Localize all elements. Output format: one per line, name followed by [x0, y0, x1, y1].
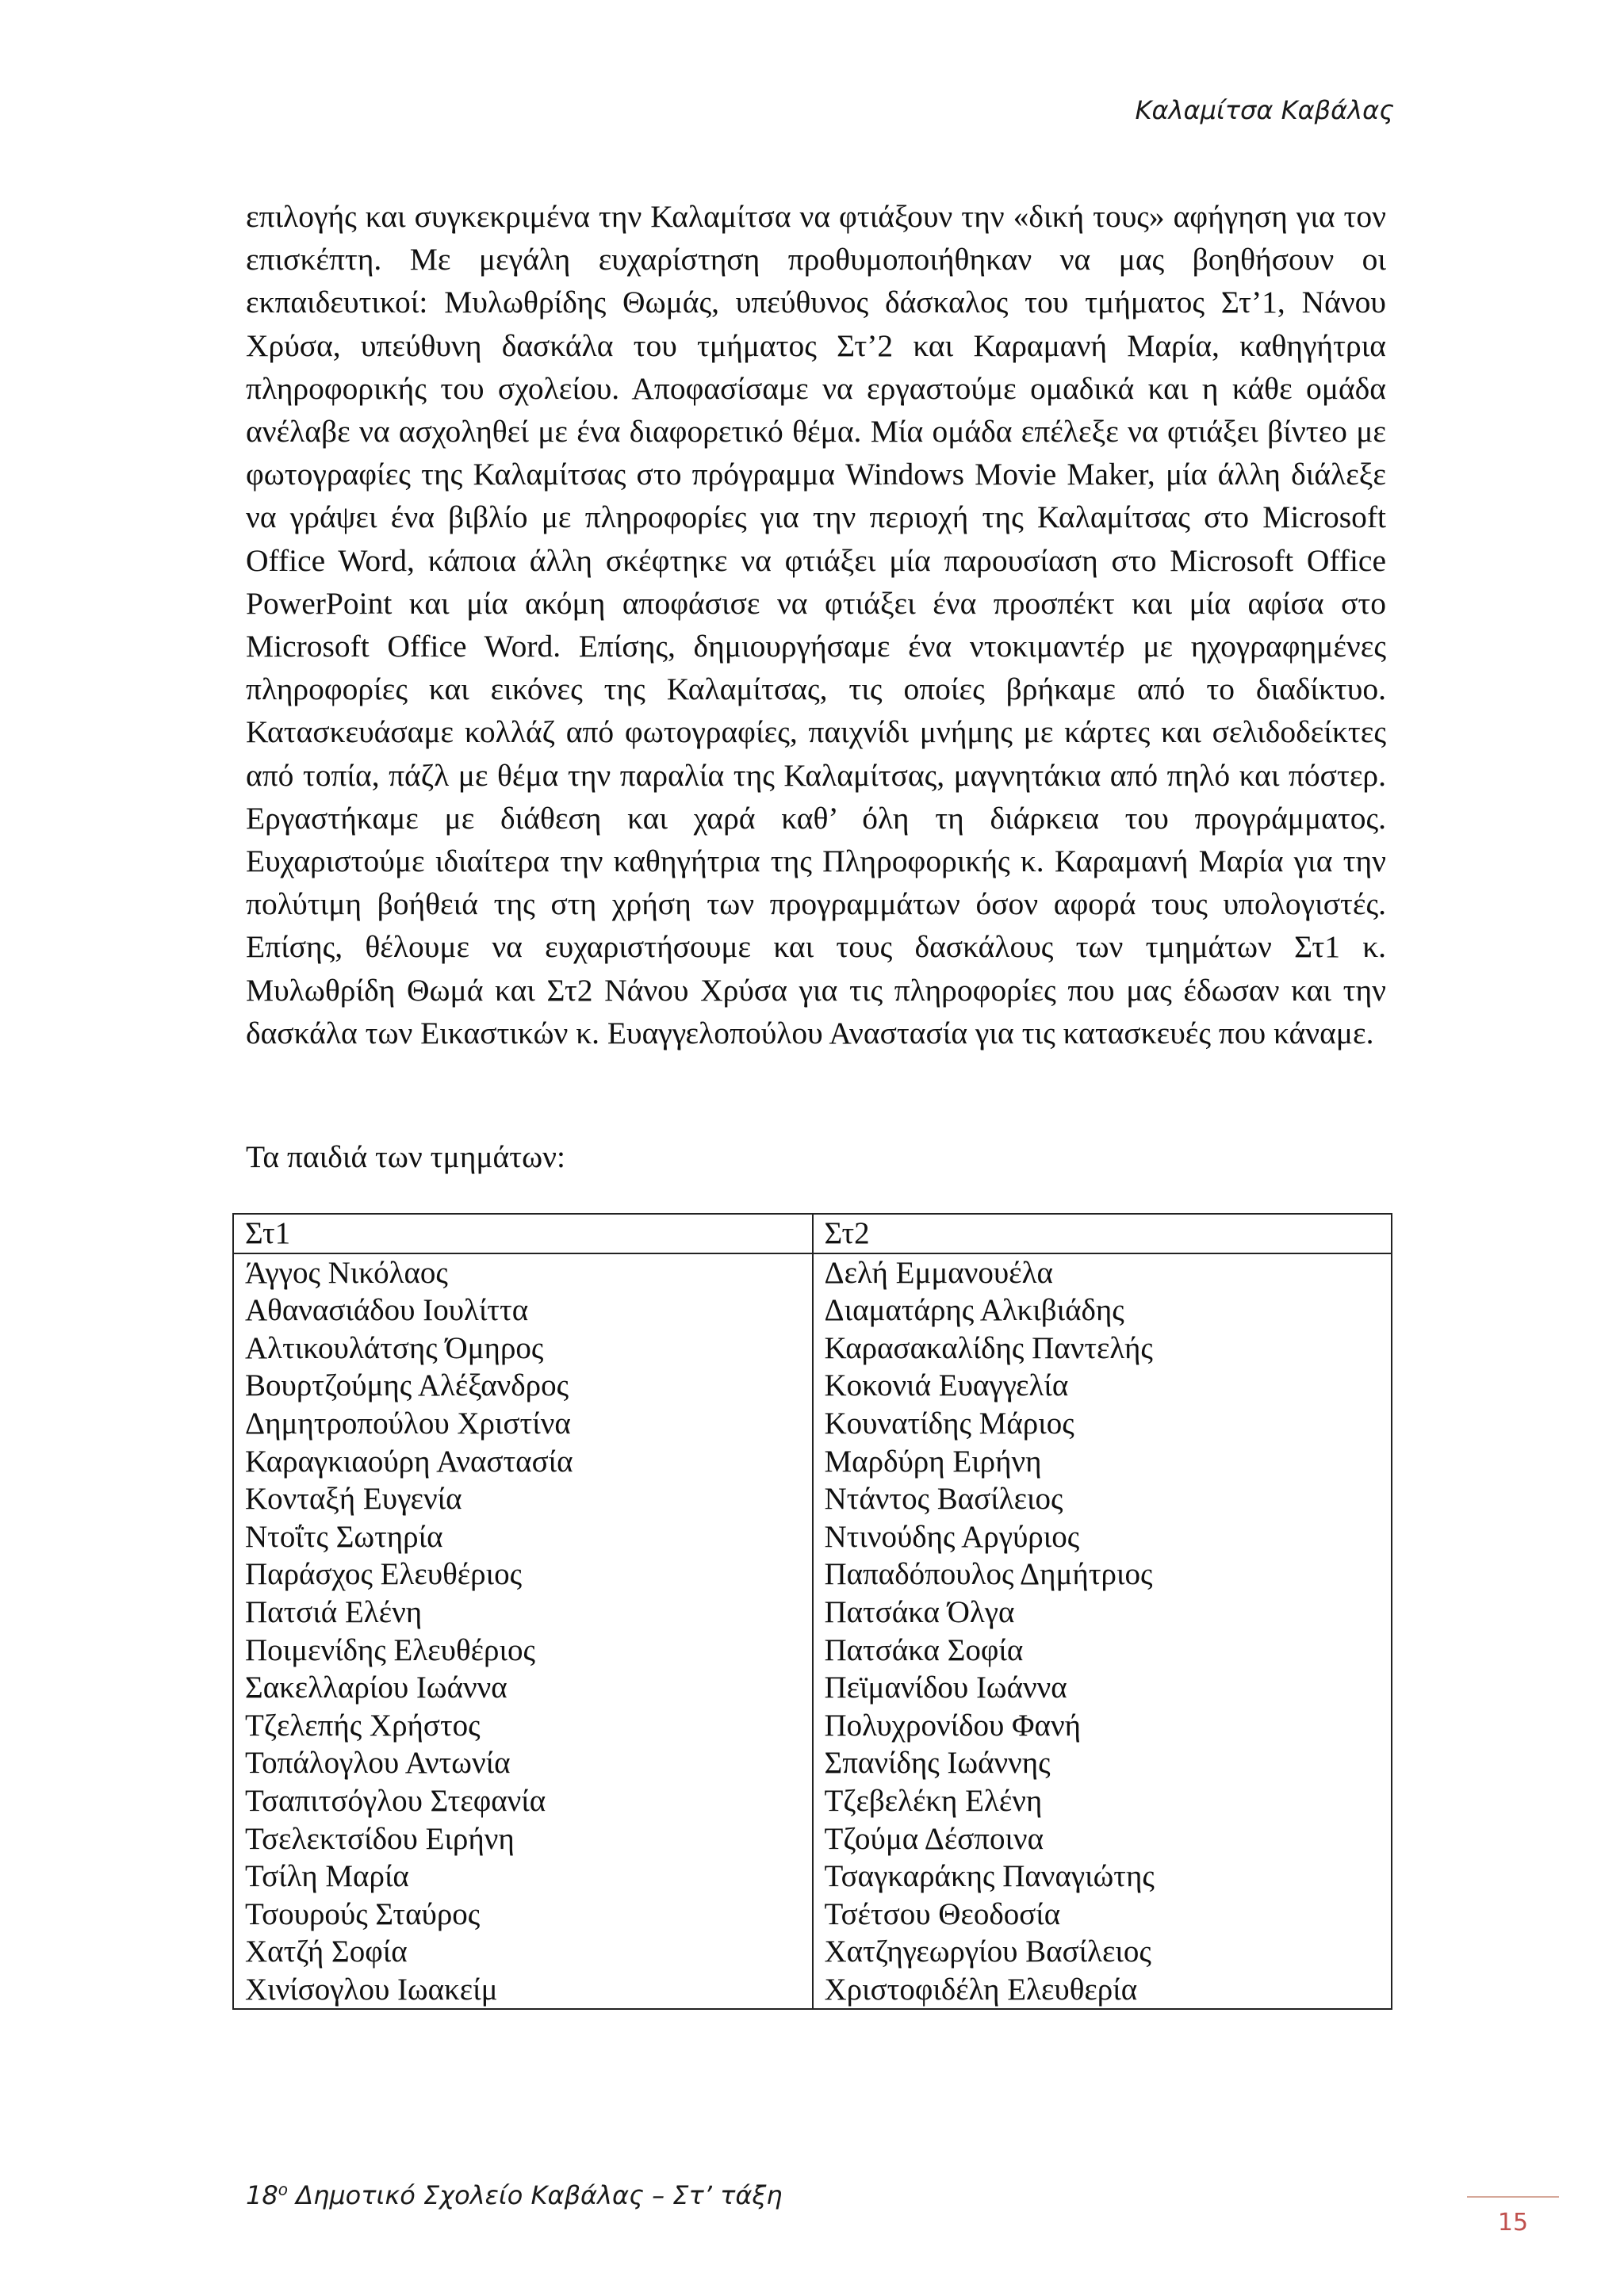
st2-cell — [813, 1253, 1392, 2010]
st1-student-name: Άγγος Νικόλαος — [245, 1255, 448, 1290]
st1-student-name: Ντοΐτς Σωτηρία — [245, 1519, 443, 1554]
st1-student-name: Βουρτζούμης Αλέξανδρος — [245, 1368, 569, 1403]
st2-student-name: Τσαγκαράκης Παναγιώτης — [824, 1859, 1155, 1894]
st2-name-list — [825, 1254, 1381, 2009]
st2-student-name: Τζεβελέκη Ελένη — [824, 1783, 1043, 1818]
st2-student-name: Τζούμα Δέσποινα — [824, 1821, 1044, 1856]
st1-student-name: Τσελεκτσίδου Ειρήνη — [245, 1821, 515, 1856]
running-header: Καλαμίτσα Καβάλας — [1135, 95, 1394, 125]
st1-student-name: Τζελεπής Χρήστος — [245, 1708, 481, 1743]
page-number-rule — [1467, 2196, 1559, 2198]
page-number: 15 — [1497, 2209, 1529, 2237]
st2-student-name: Μαρδύρη Ειρήνη — [824, 1444, 1042, 1479]
st1-student-name: Αθανασιάδου Ιουλίττα — [245, 1293, 529, 1328]
st1-student-name: Αλτικουλάτσης Όμηρος — [245, 1330, 544, 1365]
st1-student-name: Παράσχος Ελευθέριος — [245, 1557, 523, 1592]
st2-student-name: Κουνατίδης Μάριος — [824, 1406, 1074, 1441]
school-number: 18 — [246, 2180, 278, 2210]
st1-student-name: Πατσιά Ελένη — [245, 1594, 423, 1629]
st2-student-name: Παπαδόπουλος Δημήτριος — [824, 1557, 1153, 1592]
st1-student-name: Τοπάλογλου Αντωνία — [245, 1746, 511, 1781]
st1-student-name: Τσίλη Μαρία — [245, 1859, 409, 1894]
st1-student-name: Τσουρούς Σταύρος — [245, 1896, 481, 1931]
table-row — [233, 1253, 1392, 2010]
st2-student-name: Ντάντος Βασίλειος — [824, 1482, 1063, 1517]
table-header-row — [233, 1214, 1392, 1253]
st1-student-name: Κονταξή Ευγενία — [245, 1482, 462, 1517]
st2-student-name: Δελή Εμμανουέλα — [824, 1255, 1053, 1290]
st1-student-name: Χατζή Σοφία — [245, 1934, 408, 1969]
st1-student-name: Τσαπιτσόγλου Στεφανία — [245, 1783, 546, 1818]
st2-student-name: Κοκονιά Ευαγγελία — [824, 1368, 1069, 1403]
st2-student-name: Πολυχρονίδου Φανή — [824, 1708, 1081, 1743]
st2-student-name: Διαματάρης Αλκιβιάδης — [824, 1293, 1124, 1328]
st2-student-name: Τσέτσου Θεοδοσία — [824, 1896, 1061, 1931]
st2-student-name: Σπανίδης Ιωάννης — [824, 1746, 1051, 1781]
st2-student-name: Καρασακαλίδης Παντελής — [824, 1330, 1153, 1365]
st2-student-name: Χατζηγεωργίου Βασίλειος — [824, 1934, 1151, 1969]
st2-student-name: Πατσάκα Όλγα — [824, 1594, 1015, 1629]
st1-cell — [233, 1253, 813, 2010]
running-footer — [246, 2180, 783, 2210]
st1-student-name: Δημητροπούλου Χριστίνα — [245, 1406, 571, 1441]
school-name: Δημοτικό Σχολείο Καβάλας – Στ’ τάξη — [287, 2180, 783, 2210]
st1-student-name: Χινίσογλου Ιωακείμ — [245, 1972, 498, 2007]
ordinal-suffix: ο — [278, 2179, 288, 2199]
column-header-st2: Στ2 — [813, 1214, 1392, 1253]
st1-student-name: Ποιμενίδης Ελευθέριος — [245, 1632, 535, 1667]
st2-student-name: Ντινούδης Αργύριος — [824, 1519, 1080, 1554]
st1-student-name: Σακελλαρίου Ιωάννα — [245, 1670, 508, 1705]
column-header-st1: Στ1 — [233, 1214, 813, 1253]
students-table — [232, 1213, 1392, 2010]
st2-student-name: Πατσάκα Σοφία — [824, 1632, 1024, 1667]
st2-student-name: Πεϊμανίδου Ιωάννα — [824, 1670, 1067, 1705]
body-paragraph: επιλογής και συγκεκριμένα την Καλαμίτσα να φτιάξουν την «δική τους» αφήγηση για τον επισκέπτη. Με μεγάλη ευχαρίστηση προθυμοποιήθηκαν να μας βοηθήσουν οι εκπαιδευτικοί: Μυλωθρίδης Θωμάς, υπεύθυνος δάσκαλος του τμήματος Στ’1, Νάνου Χρύσα, υπεύθυνη δασκάλα του τμήματος Στ’2 και Καραμανή Μαρία, καθηγήτρια πληροφορικής του σχολείου. Αποφασίσαμε να εργαστούμε ομαδικά και η κάθε ομάδα ανέλαβε να ασχοληθεί με ένα διαφορετικό θέμα. Μία ομάδα επέλεξε να φτιάξει βίντεο με φωτογραφίες της Καλαμίτσας στο πρόγραμμα Windows Movie Maker, μία άλλη διάλεξε να γράψει ένα βιβλίο με πληροφορίες για την περιοχή της Καλαμίτσας στο Microsoft Office Word, κάποια άλλη σκέφτηκε να φτιάξει μία παρουσίαση στο Microsoft Office PowerPoint και μία ακόμη αποφάσισε να φτιάξει ένα προσπέκτ και μία αφίσα στο Microsoft Office Word. Επίσης, δημιουργήσαμε ένα ντοκιμαντέρ με ηχογραφημένες πληροφορίες και εικόνες της Καλαμίτσας, τις οποίες βρήκαμε από το διαδίκτυο. Κατασκευάσαμε κολλάζ από φωτογραφίες, παιχνίδι μνήμης με κάρτες και σελιδοδείκτες από τοπία, πάζλ με θέμα την παραλία της Καλαμίτσας, μαγνητάκια από πηλό και πόστερ. Εργαστήκαμε με διάθεση και χαρά καθ’ όλη τη διάρκεια του προγράμματος. Ευχαριστούμε ιδιαίτερα την καθηγήτρια της Πληροφορικής κ. Καραμανή Μαρία για την πολύτιμη βοήθειά της στη χρήση των προγραμμάτων όσον αφορά τους υπολογιστές. Επίσης, θέλουμε να ευχαριστήσουμε και τους δασκάλους των τμημάτων Στ1 κ. Μυλωθρίδη Θωμά και Στ2 Νάνου Χρύσα για τις πληροφορίες που μας έδωσαν και την δασκάλα των Εικαστικών κ. Ευαγγελοπούλου Αναστασία για τις κατασκευές που κάναμε. — [246, 199, 1386, 1050]
st1-name-list — [245, 1254, 801, 2009]
st1-student-name: Καραγκιαούρη Αναστασία — [245, 1444, 573, 1479]
table-intro: Τα παιδιά των τμημάτων: — [246, 1139, 565, 1174]
st2-student-name: Χριστοφιδέλη Ελευθερία — [824, 1972, 1138, 2007]
